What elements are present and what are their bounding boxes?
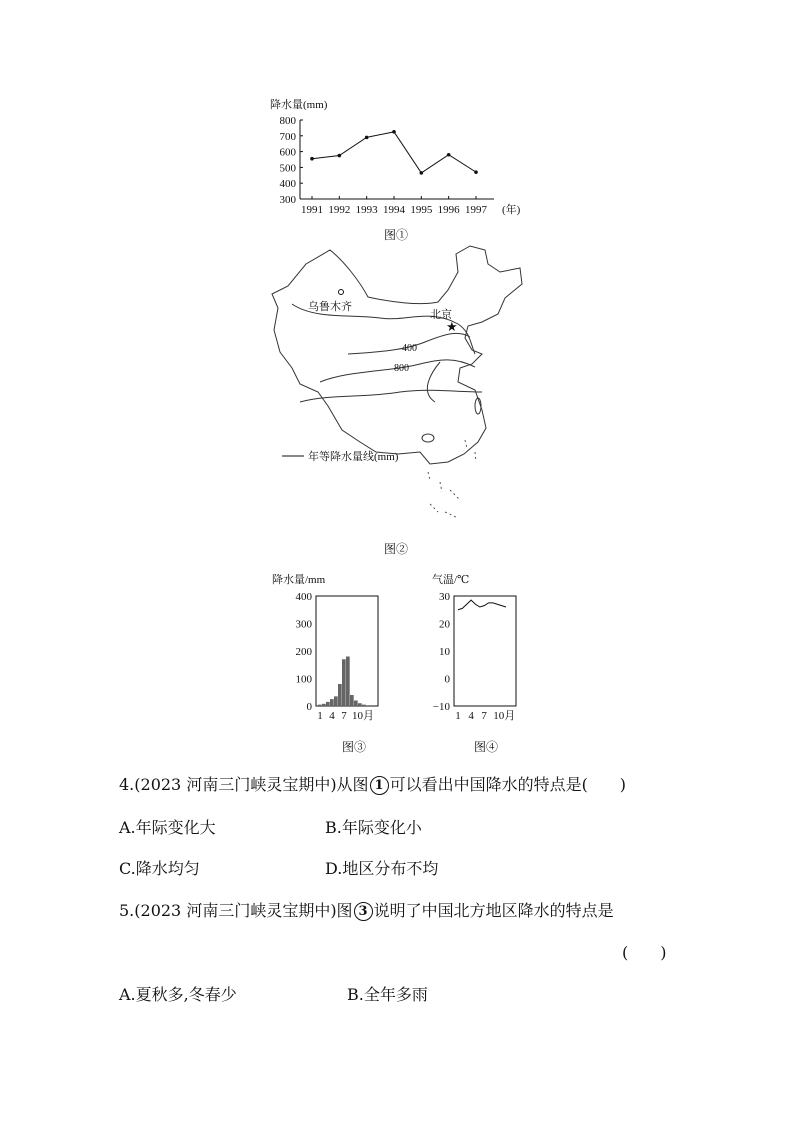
fig3-y-tick-label: 100 xyxy=(295,673,312,686)
fig1-caption: 图① xyxy=(384,228,409,242)
question-4-option-a[interactable]: A.年际变化大 xyxy=(119,818,216,837)
fig1-data-point xyxy=(447,153,451,157)
fig1-y-tick-label: 800 xyxy=(279,115,296,127)
fig3-x-tick-label: 1 xyxy=(317,710,323,722)
fig1-ylabel: 降水量(mm) xyxy=(270,99,328,111)
question-4-suffix: 可以看出中国降水的特点是( ) xyxy=(389,775,627,794)
fig4-y-tick-label: −10 xyxy=(432,701,450,713)
isohyet-south xyxy=(300,390,482,402)
fig3-y-tick-label: 400 xyxy=(295,591,312,603)
fig1-data-point xyxy=(474,170,478,174)
fig1-data-point xyxy=(338,154,342,158)
fig4-x-tick-label: 7 xyxy=(481,710,487,722)
fig4-caption: 图④ xyxy=(474,740,499,754)
fig3-bar xyxy=(346,657,350,707)
fig4-y-tick-label: 30 xyxy=(439,591,450,603)
fig1-data-point xyxy=(365,136,369,140)
fig1-y-tick-label: 500 xyxy=(279,162,296,175)
fig3-bar xyxy=(334,696,338,706)
question-5-fig-ref: 3 xyxy=(354,902,373,921)
fig3-y-tick-label: 300 xyxy=(295,618,312,631)
fig3-x-tick-label: 4 xyxy=(329,710,335,722)
coast-bohai xyxy=(427,362,440,402)
south-sea-islands xyxy=(428,440,476,518)
fig3-bar xyxy=(318,705,322,706)
question-4-option-c[interactable]: C.降水均匀 xyxy=(119,859,200,878)
question-4-option-b[interactable]: B.年际变化小 xyxy=(325,818,422,837)
fig3-bar xyxy=(350,695,354,706)
fig1-line-chart xyxy=(262,92,542,232)
fig1-x-tick-label: 1993 xyxy=(355,204,378,216)
fig4-x-tick-label: 1 xyxy=(455,710,461,722)
fig1-x-tick-label: 1997 xyxy=(465,204,487,216)
fig1-data-point xyxy=(310,157,314,161)
fig3-ylabel: 降水量/mm xyxy=(272,574,326,586)
fig4-x-tick-label: 4 xyxy=(468,710,474,722)
fig3-bar xyxy=(342,659,346,706)
fig3-bar xyxy=(358,703,362,706)
fig1-x-tick-label: 1992 xyxy=(328,204,351,216)
fig4-plot-frame xyxy=(454,596,516,706)
fig1-x-tick-label: 1994 xyxy=(383,204,405,216)
question-5-prefix: 5.(2023 河南三门峡灵宝期中)图 xyxy=(119,901,353,920)
fig3-bar xyxy=(362,705,366,706)
fig3-bar xyxy=(338,684,342,706)
fig2-map xyxy=(270,242,540,532)
fig3-y-tick-label: 200 xyxy=(295,646,312,658)
fig3-bar xyxy=(322,704,326,706)
fig3-bar xyxy=(354,701,358,707)
fig2-caption: 图② xyxy=(384,542,409,556)
fig4-y-tick-label: 10 xyxy=(439,646,450,658)
question-4-prefix: 4.(2023 河南三门峡灵宝期中)从图 xyxy=(119,775,369,794)
urumqi-label: 乌鲁木齐 xyxy=(308,301,352,313)
fig3-x-tick-label: 10月 xyxy=(352,710,374,722)
fig4-line-chart xyxy=(428,570,553,730)
fig3-bar-chart xyxy=(268,570,393,730)
question-4-fig-ref: 1 xyxy=(370,776,389,795)
question-4-option-d[interactable]: D.地区分布不均 xyxy=(325,859,439,878)
beijing-star-icon: ★ xyxy=(446,319,458,334)
question-5 xyxy=(119,898,614,921)
question-5-option-b[interactable]: B.全年多雨 xyxy=(347,985,428,1004)
fig3-y-tick-label: 0 xyxy=(306,701,312,713)
fig1-x-tick-label: 1996 xyxy=(437,204,460,216)
fig4-y-tick-label: 20 xyxy=(439,618,450,631)
question-4 xyxy=(119,772,626,795)
fig1-x-tick-label: 1995 xyxy=(410,204,433,216)
map-legend: 年等降水量线(mm) xyxy=(308,451,399,463)
fig1-y-tick-label: 600 xyxy=(279,146,296,159)
fig1-y-tick-label: 300 xyxy=(279,194,296,206)
fig1-x-unit: (年) xyxy=(502,204,521,216)
beijing-label: 北京 xyxy=(430,309,452,321)
fig1-series-line xyxy=(312,132,476,173)
fig3-bar xyxy=(330,699,334,706)
fig1-y-tick-label: 700 xyxy=(279,130,296,143)
fig3-caption: 图③ xyxy=(342,740,367,754)
fig1-data-point xyxy=(392,130,396,134)
fig4-y-tick-label: 0 xyxy=(444,673,450,686)
china-outline xyxy=(272,246,522,464)
hainan-island xyxy=(422,434,434,442)
question-5-option-a[interactable]: A.夏秋多,冬春少 xyxy=(119,985,237,1004)
fig1-data-point xyxy=(420,171,424,175)
isohyet-800-label: 800 xyxy=(394,363,409,374)
question-5-suffix: 说明了中国北方地区降水的特点是 xyxy=(373,901,614,920)
fig1-y-tick-label: 400 xyxy=(279,178,296,191)
fig1-x-tick-label: 1991 xyxy=(301,204,323,216)
fig4-series-line xyxy=(458,600,506,610)
question-5-bracket: ( ) xyxy=(622,943,667,962)
fig3-bar xyxy=(326,702,330,706)
urumqi-marker xyxy=(339,290,344,295)
fig4-ylabel: 气温/℃ xyxy=(432,574,470,586)
fig3-x-tick-label: 7 xyxy=(341,710,347,722)
fig4-x-tick-label: 10月 xyxy=(493,710,516,722)
isohyet-400-label: 400 xyxy=(402,343,417,354)
